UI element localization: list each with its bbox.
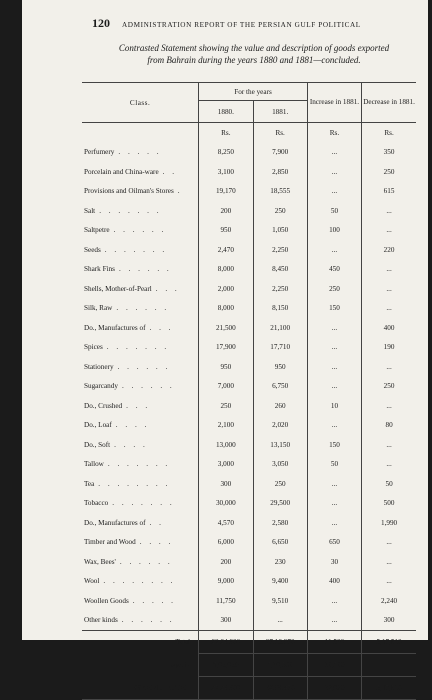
value-1881: 8,450 xyxy=(253,260,307,280)
increase-column-header: Increase in 1881. xyxy=(307,83,361,123)
table-row xyxy=(82,299,416,319)
table-row xyxy=(82,318,416,338)
increase-value: ... xyxy=(307,377,361,397)
total-increase: 92,080 xyxy=(307,677,361,700)
total-decrease: ... xyxy=(362,654,416,677)
value-1880: 950 xyxy=(199,357,253,377)
decrease-value: ... xyxy=(362,396,416,416)
row-label: Stationery xyxy=(84,362,114,371)
decrease-value: 300 xyxy=(362,611,416,631)
value-1880: 4,570 xyxy=(199,513,253,533)
value-1880: 250 xyxy=(199,396,253,416)
value-1880: 2,470 xyxy=(199,240,253,260)
leader-dots: . . . . . . . . xyxy=(103,577,176,586)
value-1880: 30,000 xyxy=(199,494,253,514)
leader-dots: . . . . . . . xyxy=(99,206,162,215)
leader-dots: . . . . xyxy=(115,421,150,430)
value-1880: 2,100 xyxy=(199,416,253,436)
table-row xyxy=(82,513,416,533)
value-1880: 19,170 xyxy=(199,182,253,202)
total-1881: 32,99,470 xyxy=(253,677,307,700)
totals-row xyxy=(82,654,416,677)
value-1880: 3,000 xyxy=(199,455,253,475)
running-title: ADMINISTRATION REPORT OF THE PERSIAN GULF POLITICAL xyxy=(122,21,361,29)
row-label: Woollen Goods xyxy=(84,596,129,605)
unit-label: Rs. xyxy=(253,123,307,143)
decrease-value: ... xyxy=(362,357,416,377)
caption-line-1: Contrasted Statement showing the value and description of goods exported xyxy=(118,43,390,53)
increase-value: 250 xyxy=(307,279,361,299)
row-label: Timber and Wood xyxy=(84,538,136,547)
total-1880: 5,00,000 xyxy=(199,654,253,677)
decrease-value: ... xyxy=(362,279,416,299)
row-label-cell xyxy=(82,338,199,358)
value-1880: 21,500 xyxy=(199,318,253,338)
value-1880: 13,000 xyxy=(199,435,253,455)
value-1880: 300 xyxy=(199,611,253,631)
row-label: Do., Manufactures of xyxy=(84,518,146,527)
row-label-cell xyxy=(82,591,199,611)
increase-value: ... xyxy=(307,240,361,260)
totals-label: GRAND TOTAL xyxy=(82,677,199,700)
value-1881: 17,710 xyxy=(253,338,307,358)
decrease-value: 615 xyxy=(362,182,416,202)
leader-dots: . . . . . . xyxy=(113,226,167,235)
row-label: Sugarcandy xyxy=(84,382,118,391)
row-label-cell xyxy=(82,162,199,182)
value-1880: 200 xyxy=(199,201,253,221)
row-label: Wax, Bees' xyxy=(84,557,116,566)
increase-value: 30 xyxy=(307,552,361,572)
table-row xyxy=(82,182,416,202)
value-1880: 8,000 xyxy=(199,299,253,319)
increase-value: ... xyxy=(307,416,361,436)
value-1881: 18,555 xyxy=(253,182,307,202)
row-label: Do., Crushed xyxy=(84,401,123,410)
row-label-cell xyxy=(82,182,199,202)
leader-dots: . . . . . . xyxy=(117,362,171,371)
leader-dots: . . . . xyxy=(139,538,174,547)
row-label-cell xyxy=(82,318,199,338)
decrease-value: 220 xyxy=(362,240,416,260)
totals-label: Specie xyxy=(171,661,191,669)
table-row xyxy=(82,611,416,631)
row-label: Shells, Mother-of-Pearl xyxy=(84,284,152,293)
table-row xyxy=(82,591,416,611)
increase-value: ... xyxy=(307,513,361,533)
total-1880: 27,24,900 xyxy=(199,677,253,700)
page-number: 120 xyxy=(92,16,110,30)
row-label-cell xyxy=(82,435,199,455)
row-label: Porcelain and China-ware xyxy=(84,167,159,176)
table-row xyxy=(82,162,416,182)
leader-dots: . . . . . xyxy=(132,596,176,605)
row-label-cell xyxy=(82,552,199,572)
value-1881: 2,850 xyxy=(253,162,307,182)
value-1881: 29,500 xyxy=(253,494,307,514)
value-1881: 2,250 xyxy=(253,240,307,260)
year-1880-header: 1880. xyxy=(199,101,253,123)
increase-value: 50 xyxy=(307,455,361,475)
leader-dots: . . . . . . xyxy=(121,382,175,391)
value-1880: 8,000 xyxy=(199,260,253,280)
row-label-cell xyxy=(82,143,199,163)
row-label: Wool xyxy=(84,577,100,586)
value-1881: 7,900 xyxy=(253,143,307,163)
total-decrease: 5,17,510 xyxy=(362,631,416,654)
table-row xyxy=(82,221,416,241)
table-row xyxy=(82,357,416,377)
table-row xyxy=(82,260,416,280)
row-label-cell xyxy=(82,533,199,553)
leader-dots: . . . . . . . xyxy=(104,245,168,254)
increase-value: ... xyxy=(307,357,361,377)
value-1880: 7,000 xyxy=(199,377,253,397)
value-1880: 6,000 xyxy=(199,533,253,553)
decrease-value: 400 xyxy=(362,318,416,338)
row-label-cell xyxy=(82,416,199,436)
leader-dots: . . . . . . xyxy=(116,304,170,313)
row-label-cell xyxy=(82,455,199,475)
decrease-value: 50 xyxy=(362,474,416,494)
leader-dots: . xyxy=(177,187,183,196)
increase-value: 650 xyxy=(307,533,361,553)
increase-value: ... xyxy=(307,338,361,358)
value-1881: 2,020 xyxy=(253,416,307,436)
row-label-cell xyxy=(82,279,199,299)
value-1881: 230 xyxy=(253,552,307,572)
decrease-value: ... xyxy=(362,552,416,572)
table-row xyxy=(82,494,416,514)
increase-value: 400 xyxy=(307,572,361,592)
increase-value: ... xyxy=(307,474,361,494)
table-row xyxy=(82,552,416,572)
value-1881: 260 xyxy=(253,396,307,416)
leader-dots: . . . . . . . . xyxy=(98,479,171,488)
decrease-value: ... xyxy=(362,260,416,280)
decrease-value: ... xyxy=(362,533,416,553)
increase-value: ... xyxy=(307,611,361,631)
table-row xyxy=(82,455,416,475)
leader-dots: . . . xyxy=(149,323,174,332)
row-label-cell xyxy=(82,240,199,260)
totals-label: Total xyxy=(82,631,199,654)
value-1881: 9,400 xyxy=(253,572,307,592)
value-1881: 8,150 xyxy=(253,299,307,319)
row-label: Saltpetre xyxy=(84,226,110,235)
table-row xyxy=(82,240,416,260)
row-label: Seeds xyxy=(84,245,101,254)
class-column-header: Class. xyxy=(82,83,199,123)
row-label-cell xyxy=(82,260,199,280)
value-1880: 11,750 xyxy=(199,591,253,611)
table-caption xyxy=(96,42,412,66)
value-1881: 6,750 xyxy=(253,377,307,397)
row-label: Salt xyxy=(84,206,96,215)
totals-row xyxy=(82,677,416,700)
value-1881: 21,100 xyxy=(253,318,307,338)
value-1881: ... xyxy=(253,611,307,631)
row-label-cell xyxy=(82,357,199,377)
increase-value: 450 xyxy=(307,260,361,280)
leader-dots: . . . . . . xyxy=(121,616,175,625)
value-1880: 3,100 xyxy=(199,162,253,182)
totals-row xyxy=(82,631,416,654)
leader-dots: . . . . . . . xyxy=(107,460,171,469)
totals-body xyxy=(82,631,416,700)
row-label: Spices xyxy=(84,343,103,352)
row-label: Do., Soft xyxy=(84,440,111,449)
decrease-value: 80 xyxy=(362,416,416,436)
leader-dots: . . . . xyxy=(114,440,148,449)
row-label: Tobacco xyxy=(84,499,109,508)
value-1880: 300 xyxy=(199,474,253,494)
leader-dots: . . . . . . xyxy=(118,265,172,274)
leader-dots: . . . xyxy=(126,401,151,410)
increase-value: 150 xyxy=(307,299,361,319)
value-1881: 2,250 xyxy=(253,279,307,299)
row-label-cell xyxy=(82,572,199,592)
value-1880: 2,000 xyxy=(199,279,253,299)
decrease-value: ... xyxy=(362,455,416,475)
leader-dots: . . . . . . . xyxy=(106,343,170,352)
table-row xyxy=(82,435,416,455)
row-label-cell xyxy=(82,201,199,221)
decrease-value: 500 xyxy=(362,494,416,514)
row-label: Perfumery xyxy=(84,148,115,157)
table-row xyxy=(82,416,416,436)
leader-dots: . . . xyxy=(155,284,180,293)
decrease-value: ... xyxy=(362,221,416,241)
table-row xyxy=(82,279,416,299)
decrease-value: 350 xyxy=(362,143,416,163)
decrease-value: 2,240 xyxy=(362,591,416,611)
value-1880: 950 xyxy=(199,221,253,241)
value-1880: 200 xyxy=(199,552,253,572)
table-row xyxy=(82,474,416,494)
row-label-cell xyxy=(82,513,199,533)
unit-label: Rs. xyxy=(199,123,253,143)
unit-label: Rs. xyxy=(362,123,416,143)
table-row xyxy=(82,396,416,416)
row-label: Do., Loaf xyxy=(84,421,112,430)
row-label-cell xyxy=(82,494,199,514)
leader-dots: . . . . . xyxy=(118,148,162,157)
value-1881: 6,650 xyxy=(253,533,307,553)
caption-line-2: from Bahrain during the years 1880 and 1881—concluded. xyxy=(147,55,361,65)
increase-value: 50 xyxy=(307,201,361,221)
table-row xyxy=(82,338,416,358)
increase-value: ... xyxy=(307,143,361,163)
table-row xyxy=(82,377,416,397)
table-row xyxy=(82,201,416,221)
row-label-cell xyxy=(82,299,199,319)
increase-value: 100 xyxy=(307,221,361,241)
row-label-cell xyxy=(82,221,199,241)
value-1881: 9,510 xyxy=(253,591,307,611)
row-label: Other kinds xyxy=(84,616,118,625)
increase-value: ... xyxy=(307,494,361,514)
years-group-header: For the years xyxy=(199,83,308,101)
row-label-cell xyxy=(82,396,199,416)
row-label-cell xyxy=(82,377,199,397)
value-1881: 13,150 xyxy=(253,435,307,455)
value-1881: 1,050 xyxy=(253,221,307,241)
row-label: Silk, Raw xyxy=(84,304,113,313)
row-label: Shark Fins xyxy=(84,265,115,274)
total-1881: 27,18,970 xyxy=(253,631,307,654)
value-1881: 3,050 xyxy=(253,455,307,475)
increase-value: ... xyxy=(307,162,361,182)
table-row xyxy=(82,533,416,553)
increase-value: 10 xyxy=(307,396,361,416)
leader-dots: . . . . . . . xyxy=(112,499,175,508)
decrease-value: ... xyxy=(362,435,416,455)
table-body xyxy=(82,143,416,631)
total-increase: 80,500 xyxy=(307,654,361,677)
total-1881: 5,80,500 xyxy=(253,654,307,677)
leader-dots: . . . . . . xyxy=(119,557,173,566)
running-header xyxy=(92,16,412,30)
decrease-value: ... xyxy=(362,299,416,319)
increase-value: 150 xyxy=(307,435,361,455)
leader-dots: . . xyxy=(149,518,164,527)
decrease-value: 190 xyxy=(362,338,416,358)
document-page xyxy=(22,0,428,692)
total-1880: 22,24,900 xyxy=(199,631,253,654)
increase-value: ... xyxy=(307,182,361,202)
decrease-value: ... xyxy=(362,572,416,592)
table-row xyxy=(82,143,416,163)
row-label: Provisions and Oilman's Stores xyxy=(84,187,174,196)
value-1881: 2,580 xyxy=(253,513,307,533)
increase-value: ... xyxy=(307,591,361,611)
row-label-cell xyxy=(82,611,199,631)
value-1880: 17,900 xyxy=(199,338,253,358)
total-decrease: 5,17,510 xyxy=(362,677,416,700)
unit-label: Rs. xyxy=(307,123,361,143)
decrease-value: 250 xyxy=(362,162,416,182)
year-1881-header: 1881. xyxy=(253,101,307,123)
increase-value: ... xyxy=(307,318,361,338)
units-spacer xyxy=(82,123,199,143)
decrease-value: ... xyxy=(362,201,416,221)
value-1880: 9,000 xyxy=(199,572,253,592)
row-label-cell xyxy=(82,474,199,494)
total-increase: 11,580 xyxy=(307,631,361,654)
decrease-column-header: Decrease in 1881. xyxy=(362,83,416,123)
leader-dots: . . xyxy=(162,167,178,176)
table-row xyxy=(82,572,416,592)
row-label: Do., Manufactures of xyxy=(84,323,146,332)
decrease-value: 250 xyxy=(362,377,416,397)
decrease-value: 1,990 xyxy=(362,513,416,533)
value-1880: 8,250 xyxy=(199,143,253,163)
value-1881: 250 xyxy=(253,201,307,221)
exports-table xyxy=(82,82,416,700)
value-1881: 950 xyxy=(253,357,307,377)
row-label: Tea xyxy=(84,479,95,488)
value-1881: 250 xyxy=(253,474,307,494)
row-label: Tallow xyxy=(84,460,104,469)
